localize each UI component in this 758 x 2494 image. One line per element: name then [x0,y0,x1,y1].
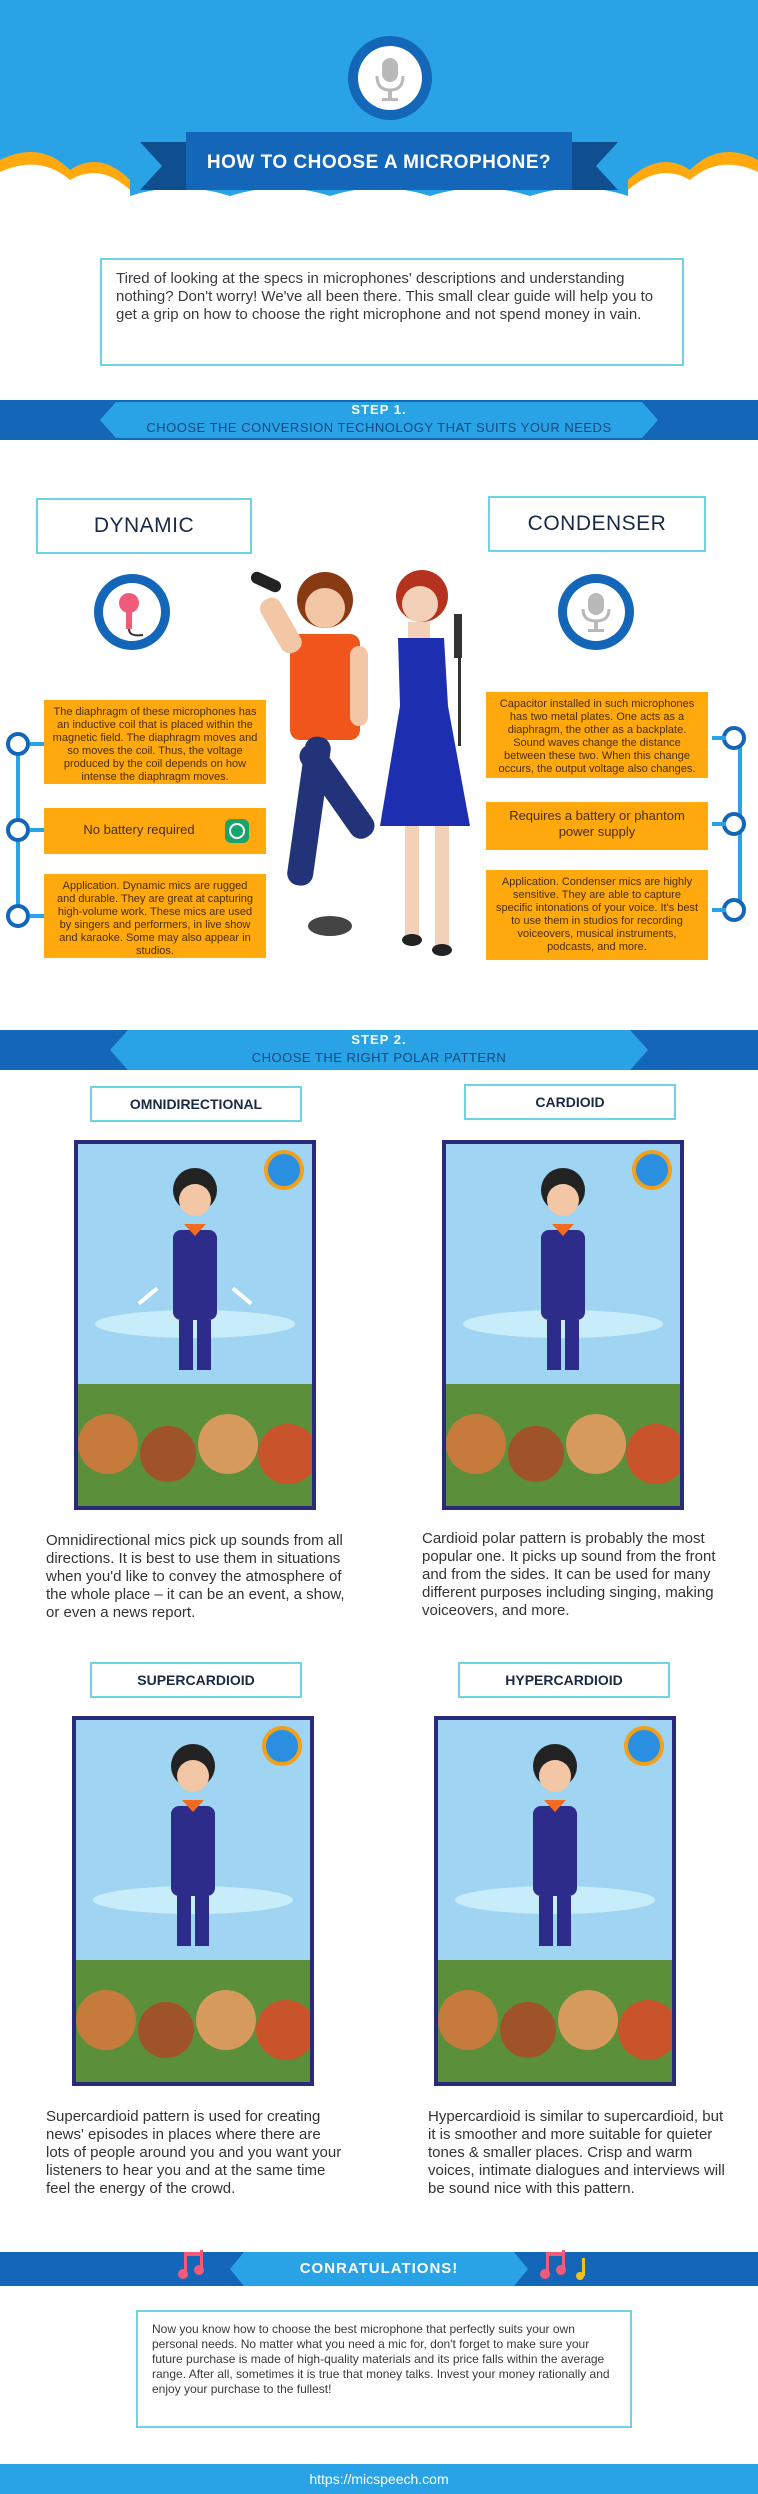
step1-label: STEP 1. [351,402,407,417]
pattern-title-supercardioid: SUPERCARDIOID [90,1662,302,1698]
condenser-application: Application. Condenser mics are highly sensitive. They are able to capture specific intonations of your voice. It's best to use them in studios for recording voiceovers, musical instruments, podcasts, and more. [486,870,708,960]
left-tick-1 [30,742,44,746]
footer-link[interactable]: https://micspeech.com [309,2471,449,2487]
microphone-badge [348,36,432,120]
condenser-mic-badge [558,574,634,650]
step2-subtitle: CHOOSE THE RIGHT POLAR PATTERN [251,1050,507,1065]
dynamic-application: Application. Dynamic mics are rugged and durable. They are great at capturing high-volume work. These mics are used by singers and performers, in live show and karaoke. Some may also appear in studios. [44,874,266,958]
hypercardioid-pattern-icon [624,1726,664,1766]
pattern-title-omni: OMNIDIRECTIONAL [90,1086,302,1122]
condenser-microphone-icon [567,583,625,641]
omni-pattern-icon [264,1150,304,1190]
intro-text: Tired of looking at the specs in microphones' descriptions and understanding nothing? Don't worry! We've all been there. This small clear guide will help you to get a grip on how to choose the right microphone and not spend money in vain. [100,258,684,366]
music-notes-icon [176,2248,216,2282]
pattern-illustration-cardioid [442,1140,684,1510]
pattern-illustration-omni [74,1140,316,1510]
pattern-desc-cardioid: Cardioid polar pattern is probably the most popular one. It picks up sound from the front and from the sides. It can be used for many different purposes including singing, making voiceovers, and more. [422,1530,716,1619]
left-tick-3 [30,914,44,918]
step2-label: STEP 2. [351,1032,407,1047]
page-title: HOW TO CHOOSE A MICROPHONE? [206,152,552,173]
congrats-text: Now you know how to choose the best microphone that perfectly suits your own personal needs. No matter what you need a mic for, don't forget to make sure your future purchase is made of high-quality materials and its price falls within the average range. After all, sometimes it is true that money talks. Invest your money rationally and enjoy your purchase to the fullest! [136,2310,632,2428]
microphone-icon [358,46,422,110]
step1-subtitle: CHOOSE THE CONVERSION TECHNOLOGY THAT SUITS YOUR NEEDS [146,420,612,435]
left-tick-2 [30,828,44,832]
dynamic-battery-text: No battery required [83,822,195,837]
pattern-title-cardioid: CARDIOID [464,1084,676,1120]
cardioid-pattern-icon [632,1150,672,1190]
right-tick-2 [712,822,726,826]
dynamic-title: DYNAMIC [36,498,252,554]
condenser-how-it-works: Capacitor installed in such microphones has two metal plates. One acts as a diaphragm, the other as a backplate. Sound waves change the distance between these two. When this change occurs, the output voltage also changes. [486,692,708,778]
left-ring-2 [6,818,30,842]
right-tick-3 [712,908,726,912]
header-banner [0,0,758,210]
right-tick-1 [712,736,726,740]
singers-illustration [230,556,500,966]
battery-icon [224,818,250,844]
left-ring-3 [6,904,30,928]
supercardioid-pattern-icon [262,1726,302,1766]
pattern-desc-supercardioid: Supercardioid pattern is used for creating news' episodes in places where there are lots of people around you and you want your listeners to hear you and at the same time feel the energy of the crowd. [46,2108,342,2197]
pattern-desc-hypercardioid: Hypercardioid is similar to supercardioid, but it is smoother and more suitable for quieter tones & smaller places. Crisp and warm voices, intimate dialogues and interviews will be sound nice with this pattern. [428,2108,725,2197]
dynamic-how-it-works: The diaphragm of these microphones has an inductive coil that is placed within the magnetic field. The diaphragm moves and so moves the coil. Thus, the voltage produced by the coil depends on how intense the diaphragm moves. [44,700,266,784]
dynamic-microphone-icon [103,583,161,641]
dynamic-mic-badge [94,574,170,650]
pattern-desc-omni: Omnidirectional mics pick up sounds from all directions. It is best to use them in situations when you'd like to convey the atmosphere of the whole place – it can be an event, a show, or even a news report. [46,1532,345,1621]
left-ring-1 [6,732,30,756]
pattern-title-hypercardioid: HYPERCARDIOID [458,1662,670,1698]
music-note-yellow-icon [576,2258,585,2280]
condenser-title: CONDENSER [488,496,706,552]
footer [0,2464,758,2494]
music-notes-right-icon [540,2250,566,2279]
pattern-illustration-hypercardioid [434,1716,676,2086]
congrats-label: CONRATULATIONS! [299,2260,459,2277]
pattern-illustration-supercardioid [72,1716,314,2086]
condenser-battery-note: Requires a battery or phantom power supply [486,802,708,850]
